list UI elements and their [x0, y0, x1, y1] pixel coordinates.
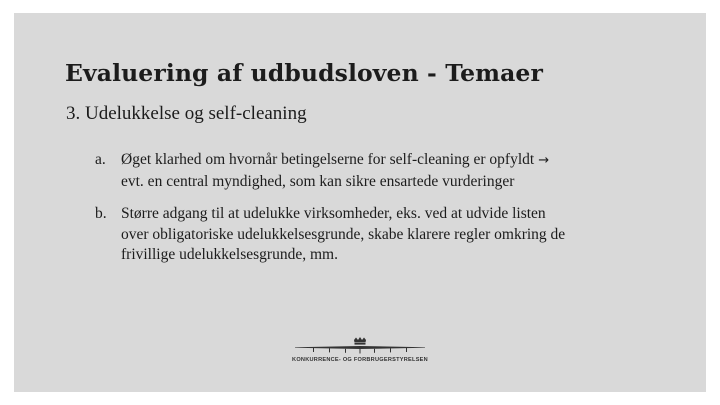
crown-emblem-icon — [285, 336, 435, 356]
list-item-letter: a. — [95, 151, 106, 168]
agency-logo — [285, 336, 435, 370]
list-item-text-line-2: evt. en central myndighed, som kan sikre ensartede vurderinger — [121, 172, 515, 190]
section-heading: 3. Udelukkelse og self-cleaning — [66, 103, 307, 124]
list-item-a — [95, 150, 655, 192]
list-item-text: Større adgang til at udelukke virksomheder, eks. ved at udvide listen over obligatoriske udelukkelsesgrunde, skabe klarere regler omkring de frivillige udelukkelsesgrunde, mm. — [121, 205, 566, 263]
slide-title: Evaluering af udbudsloven - Temaer — [65, 59, 543, 87]
list-item-letter: b. — [95, 205, 107, 222]
list-item-text-line-1: Øget klarhed om hvornår betingelserne for self-cleaning er opfyldt — [121, 151, 535, 168]
list-item-b — [95, 204, 655, 266]
list-item-text — [121, 150, 641, 192]
agency-name: KONKURRENCE- OG FORBRUGERSTYRELSEN — [292, 357, 428, 363]
arrow-right-icon: → — [538, 153, 550, 168]
